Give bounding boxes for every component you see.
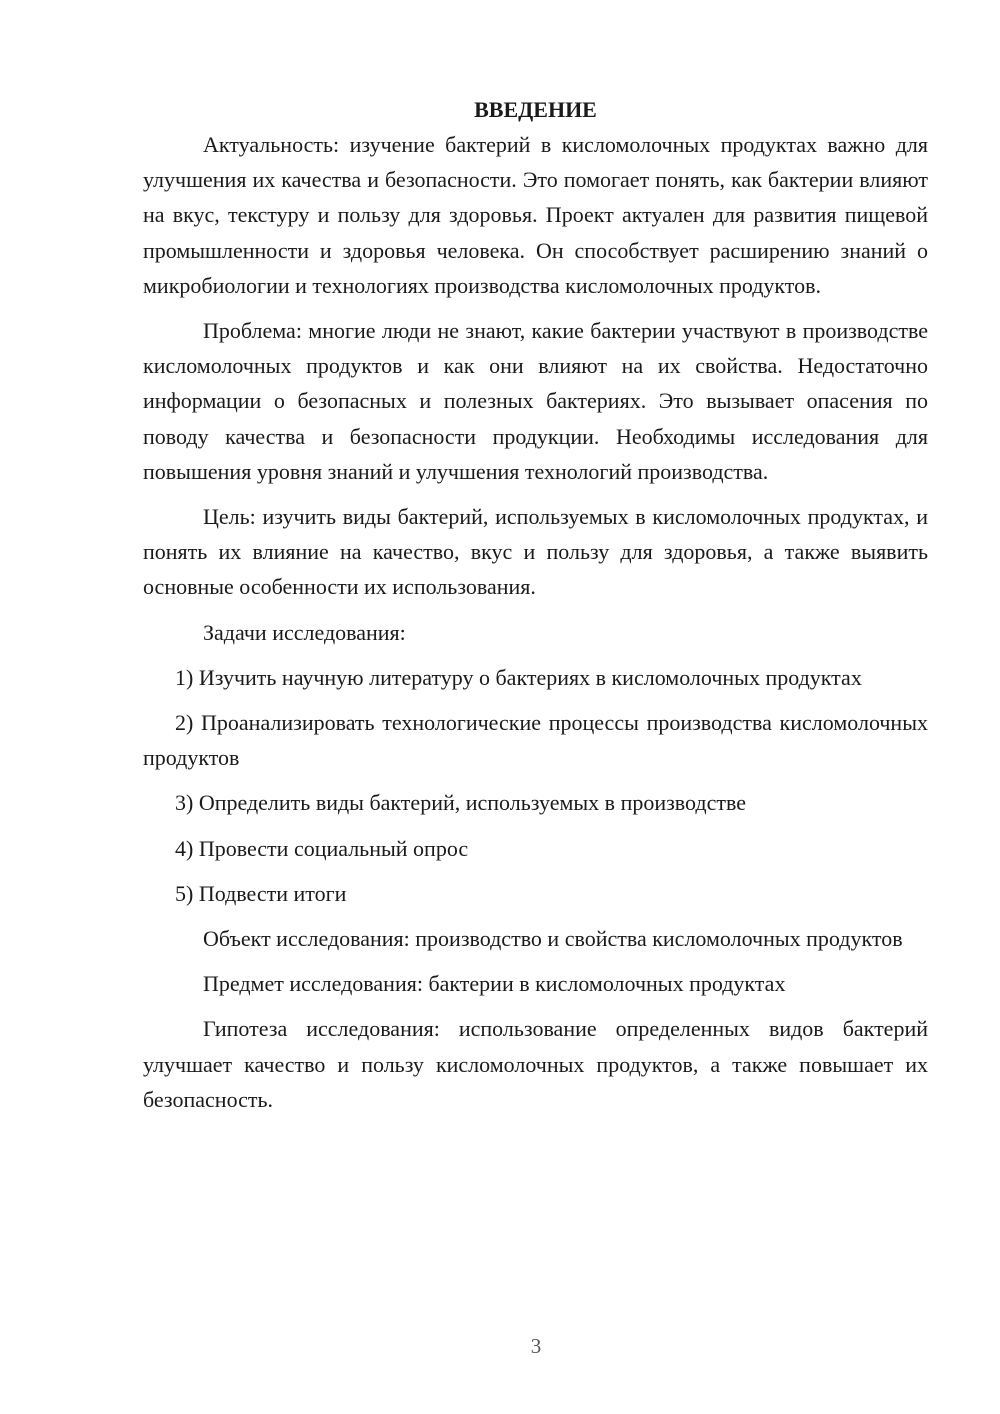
- page-title: ВВЕДЕНИЕ: [474, 97, 597, 122]
- task-item-3: 3) Определить виды бактерий, используемых в производстве: [175, 790, 747, 816]
- page-number: 3: [530, 1334, 542, 1358]
- paragraph-object: Объект исследования: производство и свойства кисломолочных продуктов: [203, 926, 903, 952]
- task-item-4: 4) Провести социальный опрос: [175, 835, 469, 861]
- task-item-5: 5) Подвести итоги: [175, 880, 347, 906]
- task-item-1: 1) Изучить научную литературу о бактериях в кисломолочных продуктах: [175, 664, 862, 690]
- document-body: [143, 92, 928, 1127]
- task-item-2: 2) Проанализировать технологические процессы производства кисломолочных продуктов: [143, 710, 928, 771]
- paragraph-hypothesis: Гипотеза исследования: использование определенных видов бактерий улучшает качество и пользу кисломолочных продуктов, а также повышает их безопасность.: [143, 1016, 928, 1112]
- paragraph-goal: Цель: изучить виды бактерий, используемых в кисломолочных продуктах, и понять их влияние на качество, вкус и пользу для здоровья, а также выявить основные особенности их использования.: [143, 504, 928, 600]
- paragraph-subject: Предмет исследования: бактерии в кисломолочных продуктах: [203, 971, 786, 997]
- paragraph-tasks-heading: Задачи исследования:: [203, 619, 406, 645]
- paragraph-problem: Проблема: многие люди не знают, какие бактерии участвуют в производстве кисломолочных продуктов и как они влияют на их свойства. Недостаточно информации о безопасных и полезных бактериях. Это вызывает опасения по поводу качества и безопасности продукции. Необходимы исследования для повышения уровня знаний и улучшения технологий производства.: [143, 318, 928, 484]
- paragraph-relevance: Актуальность: изучение бактерий в кисломолочных продуктах важно для улучшения их качества и безопасности. Это помогает понять, как бактерии влияют на вкус, текстуру и пользу для здоровья. Проект актуален для развития пищевой промышленности и здоровья человека. Он способствует расширению знаний о микробиологии и технологиях производства кисломолочных продуктов.: [143, 132, 928, 298]
